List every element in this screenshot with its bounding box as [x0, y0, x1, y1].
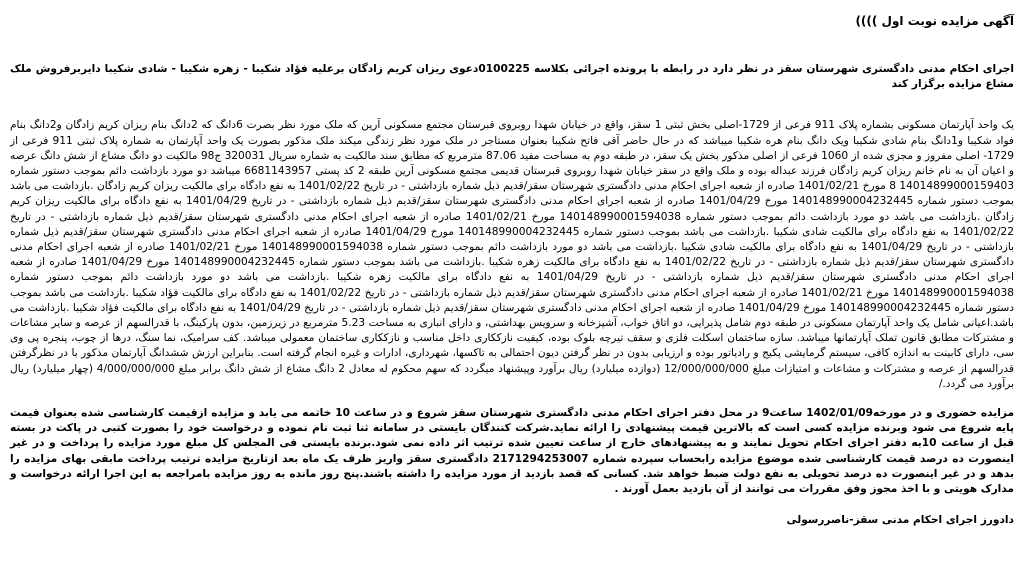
notice-heading: آگهی مزایده نوبت اول )))) [855, 14, 1014, 28]
property-description-paragraph: یک واحد آپارتمان مسکونی بشماره پلاک 911 فرعی از 1729-اصلی بخش ثبتی 1 سقز، واقع در خیابان شهدا روبروی قبرستان مجتمع مسکونی آرین که ملک مورد نظر بصرت 6دانگ که 2دانگ بنام ریزان کریم زادگان و2دانگ بنام فواد شکیبا و1دانگ بنام شادی شکیبا ویک دانگ بنام هره شکیبا میباشد که در حال حاضر آقی فاتح شکیبا بعنوان مستاجر در ملک مورد نظر زندگی میکند ملک مذکور بصورت یک واحد آپارتمان به شماره پلاک ثبتی 911 فرعی از 1729- اصلی مفروز و مجزی شده از 1060 فرعی از اصلی مذکور بخش یک سقز، در طبقه دوم به مساحت مفید 87.06 مترمربع که مطابق سند مالکیت به شماره سریال 320031 ج98 مالکیت دو دانگ مشاع از شش دانگ عرصه و اعیان آن به نام خانم ریزان کریم زادگان فرزند عبداله بوده و ملک واقع در سقز خیابان شهدا روبروی قبرستان قدیمی مجتمع مسکونی آرین طبقه 2 کد پستی 6681143957 میباشد دو مورد بازداشت دائم بموجب دستور شماره 14014899000159403 8 مورخ 1401/02/21 صادره از شعبه اجرای احکام مدنی دادگستری شهرستان سقز/قدیم ذیل شماره بازداشتی - در تاریخ 1401/02/22 به نفع دادگاه برای مالکیت ریزان کریم زادگان .بازداشت می باشد بموجب دستور شماره 140148990004232445 مورخ 1401/04/29 صادره از شعبه اجرای احکام مدنی دادگستری شهرستان سقز/قدیم ذیل شماره بازداشتی - در تاریخ 1401/04/29 به نفع دادگاه برای مالکیت ریزان کریم زادگان .بازداشت می باشد دو مورد بازداشت دائم بموجب دستور شماره 140148990001594038 مورخ 1401/02/21 صادره از شعبه اجرای احکام مدنی دادگستری شهرستان سقز/قدیم ذیل شماره بازداشتی - در تاریخ 1401/02/22 به نفع دادگاه برای مالکیت شادی شکیبا .بازداشت می باشد بموجب دستور شماره 140148990004232445 مورخ 1401/04/29 صادره از شعبه اجرای احکام مدنی دادگستری شهرستان سقز/قدیم ذیل شماره بازداشتی - در تاریخ 1401/04/29 به نفع دادگاه برای مالکیت شادی شکیبا .بازداشت می باشد دو مورد بازداشت دائم بموجب دستور شماره 140148990001594038 مورخ 1401/02/21 صادره از شعبه اجرای احکام مدنی دادگستری شهرستان سقز/قدیم ذیل شماره بازداشتی - در تاریخ 1401/02/22 به نفع دادگاه برای مالکیت زهره شکیبا .بازداشت می باشد بموجب دستور شماره 140148990004232445 مورخ 1401/04/29 صادره از شعبه اجرای احکام مدنی دادگستری شهرستان سقز/قدیم ذیل شماره بازداشتی - در تاریخ 1401/04/29 به نفع دادگاه برای مالکیت زهره شکیبا .بازداشت می باشد دو مورد بازداشت دائم بموجب دستور شماره 140148990001594038 مورخ 1401/02/21 صادره از شعبه اجرای احکام مدنی دادگستری شهرستان سقز/قدیم ذیل شماره بازداشتی - در تاریخ 1401/02/22 به نفع دادگاه برای مالکیت فؤاد شکیبا .بازداشت می باشد بموجب دستور شماره 140148990004232445 مورخ 1401/04/29 صادره از شعبه اجرای احکام مدنی دادگستری شهرستان سقز/قدیم ذیل شماره بازداشتی - در تاریخ 1401/04/29 به نفع دادگاه برای مالکیت فؤاد شکیبا .بازداشت می باشد.اعیانی شامل یک واحد آپارتمان مسکونی در طبقه دوم شامل پذیرایی، دو اتاق خواب، آشپزخانه و سرویس بهداشتی، و دارای انباری به مساحت 5.23 مترمربع در زیرزمین، بدون پارکینگ، با قدرالسهم از عرصه و سایر مشاعات و مشترکات مطابق قانون تملک آپارتمانها میباشد. سازه ساختمان اسکلت فلزی و سقف تیرچه بلوک بوده، کیفیت نازککاری داخل مناسب و نازککاری ساختمان معمولی میباشد. کف سرامیک، نما سنگ، درها از چوب، پنجره پی وی سی، دارای کابینت به اندازه کافی، سیستم گرمایشی پکیج و رادیاتور بوده و ارزیابی بدون در نظر گرفتن دیون احتمالی به تاکسها، شهرداری، ادارات و غیره انجام گرفته است. بنابراین ارزش ششدانگ آپارتمان مذکور با در نظرگرفتن قدرالسهم از عرصه و مشترکات و مشاعات و امتیازات مبلغ 12/000/000/000 (دوازده میلیارد) ریال برآورد وپیشنهاد میگردد که سهم محکوم له معادل 2 دانگ مشاع از شش دانگ برابر مبلغ 4/000/000/000 (چهار میلیارد) ریال برآورد می گردد./ [10, 119, 1015, 390]
officer-signature: دادورز اجرای احکام مدنی سقز-ناصررسولی [786, 514, 1014, 527]
auction-terms-paragraph: مزایده حضوری و در مورخه1402/01/09 ساعت9 در محل دفتر اجرای احکام مدنی دادگستری شهرستان سقز شروع و در ساعت 10 خاتمه می یابد و مزایده ازقیمت کارشناسی شده بعنوان قیمت پایه شروع می شود وبرنده مزایده کسی است که بالاترین قیمت پیشنهادی را ارائه نماید.شرکت کنندگان بایستی در سامانه ثنا ثبت نام نموده و درخواست خود را بصورت کتبی در پاکت در بسته قبل از ساعت 10به دفتر اجرای احکام تحویل نمایند و به پیشنهادهای خارج از ساعت تعیین شده ترتیب اثر داده نمی شود.برنده بایستی فی المجلس کل مبلغ مورد مزایده را پرداخت و در غیر اینصورت ده درصد قیمت کارشناسی شده موضوع مزایده رابحساب سپرده شماره 2171294253007 دادگستری سقز واریز ظرف یک ماه بعد ازتاریخ مزایده ترتیب پرداخت مابقی بهای مزایده را بدهد و در غیر اینصورت ده درصد تحویلی به نفع دولت ضبط خواهد شد. کسانی که قصد بازدید از مورد مزایده را داشته باشند.پنج روز مانده به روز مزایده بامراجعه به این اجرا ارائه درخواست و مدارک هویتی و با اخذ مجوز وفق مقررات می توانند از آن بازدید بعمل آورند . [10, 407, 1015, 496]
intro-paragraph: اجرای احکام مدنی دادگستری شهرستان سقز در نظر دارد در رابطه با پرونده اجرائی بکلاسه 0100225دعوی ریزان کریم زادگان برعلیه فؤاد شکیبا - زهره شکیبا - شادی شکیبا دایربرفروش ملک مشاع مزایده برگزار کند [10, 63, 1014, 91]
